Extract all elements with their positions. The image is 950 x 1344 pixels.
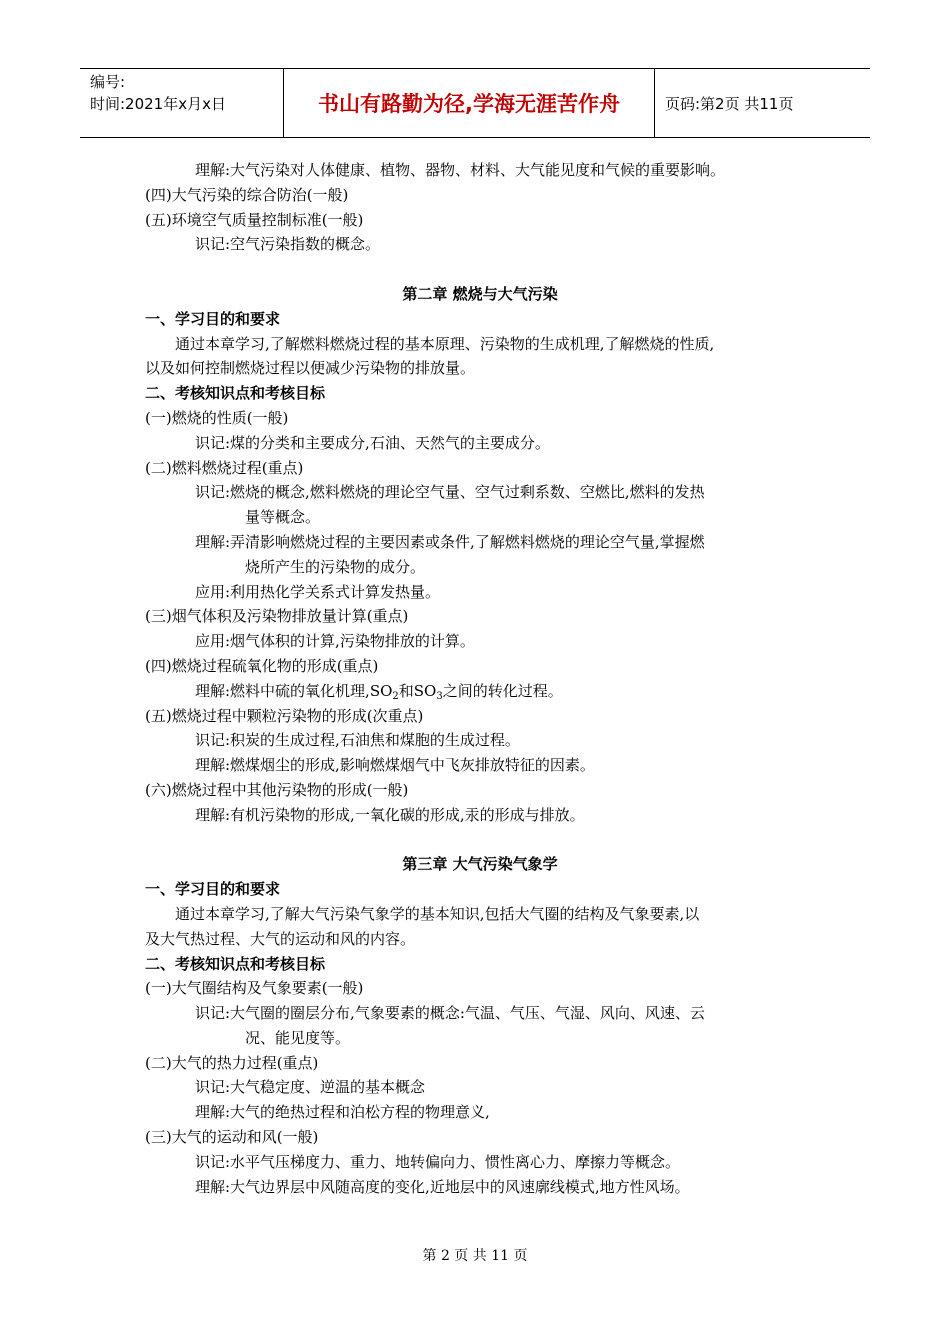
text-line: 烧所产生的污染物的成分。 xyxy=(245,557,426,576)
section-heading: 二、考核知识点和考核目标 xyxy=(145,384,326,403)
section-heading: 一、学习目的和要求 xyxy=(145,880,281,899)
subscript: 2 xyxy=(392,690,399,702)
subscript: 3 xyxy=(436,690,443,702)
text-line: 理解:有机污染物的形成,一氧化碳的形成,汞的形成与排放。 xyxy=(195,805,585,824)
document-date: 时间:2021年x月x日 xyxy=(90,95,226,113)
header-page-info: 页码:第2页 共11页 xyxy=(665,94,794,113)
text-line: 理解:大气边界层中风随高度的变化,近地层中的风速廓线模式,地方性风场。 xyxy=(195,1177,690,1196)
knowledge-point: (三)大气的运动和风(一般) xyxy=(145,1128,319,1147)
text-line: 应用:利用热化学关系式计算发热量。 xyxy=(195,582,441,601)
knowledge-point: (二)大气的热力过程(重点) xyxy=(145,1053,319,1072)
text-line xyxy=(145,679,815,704)
text-line: 识记:大气圈的圈层分布,气象要素的概念:气温、气压、气湿、风向、风速、云 xyxy=(195,1004,705,1023)
text-line: 况、能见度等。 xyxy=(245,1028,351,1047)
text-line: 理解:大气的绝热过程和泊松方程的物理意义, xyxy=(195,1103,490,1122)
knowledge-point: (三)烟气体积及污染物排放量计算(重点) xyxy=(145,607,409,626)
section-heading: 一、学习目的和要求 xyxy=(145,309,281,328)
knowledge-point: (一)燃烧的性质(一般) xyxy=(145,408,289,427)
page-footer: 第 2 页 共 11 页 xyxy=(422,1248,528,1264)
chapter-title: 第三章 大气污染气象学 xyxy=(402,855,558,874)
knowledge-point: (一)大气圈结构及气象要素(一般) xyxy=(145,979,364,998)
paragraph-line: 以及如何控制燃烧过程以便减少污染物的排放量。 xyxy=(145,359,476,378)
knowledge-point: (六)燃烧过程中其他污染物的形成(一般) xyxy=(145,780,409,799)
knowledge-point: (四)大气污染的综合防治(一般) xyxy=(145,185,349,204)
header-meta xyxy=(80,69,283,137)
text-line: 理解:弄清影响燃烧过程的主要因素或条件,了解燃料燃烧的理论空气量,掌握燃 xyxy=(195,532,705,551)
paragraph-line: 通过本章学习,了解燃料燃烧过程的基本原理、污染物的生成机理,了解燃烧的性质, xyxy=(175,334,715,353)
page-header xyxy=(80,68,870,138)
text-line: 识记:水平气压梯度力、重力、地转偏向力、惯性离心力、摩擦力等概念。 xyxy=(195,1152,681,1171)
section-heading: 二、考核知识点和考核目标 xyxy=(145,954,326,973)
paragraph-line: 通过本章学习,了解大气污染气象学的基本知识,包括大气圈的结构及气象要素,以 xyxy=(175,904,700,923)
text-line: 理解:大气污染对人体健康、植物、器物、材料、大气能见度和气候的重要影响。 xyxy=(195,161,726,179)
text-fragment: 理解:燃料中硫的氧化机理,SO xyxy=(195,681,393,700)
chapter-title: 第二章 燃烧与大气污染 xyxy=(402,284,558,303)
text-line: 量等概念。 xyxy=(245,508,321,527)
text-line: 识记:积炭的生成过程,石油焦和煤胞的生成过程。 xyxy=(195,731,520,750)
text-fragment: 和SO xyxy=(398,681,437,700)
text-line: 理解:燃煤烟尘的形成,影响燃煤烟气中飞灰排放特征的因素。 xyxy=(195,756,595,775)
document-body xyxy=(145,158,815,1199)
text-line: 应用:烟气体积的计算,污染物排放的计算。 xyxy=(195,632,475,651)
header-motto: 书山有路勤为径,学海无涯苦作舟 xyxy=(283,69,655,137)
knowledge-point: (五)燃烧过程中颗粒污染物的形成(次重点) xyxy=(145,706,424,725)
knowledge-point: (二)燃料燃烧过程(重点) xyxy=(145,458,304,477)
text-line: 识记:大气稳定度、逆温的基本概念 xyxy=(195,1078,426,1097)
text-line: 识记:燃烧的概念,燃料燃烧的理论空气量、空气过剩系数、空燃比,燃料的发热 xyxy=(195,483,705,502)
text-fragment: 之间的转化过程。 xyxy=(442,681,563,700)
knowledge-point: (五)环境空气质量控制标准(一般) xyxy=(145,210,364,229)
knowledge-point: (四)燃烧过程硫氧化物的形成(重点) xyxy=(145,656,379,675)
document-number-label: 编号: xyxy=(90,73,126,91)
text-line: 识记:空气污染指数的概念。 xyxy=(195,235,381,254)
paragraph-line: 及大气热过程、大气的运动和风的内容。 xyxy=(145,929,416,948)
text-line: 识记:煤的分类和主要成分,石油、天然气的主要成分。 xyxy=(195,433,550,452)
